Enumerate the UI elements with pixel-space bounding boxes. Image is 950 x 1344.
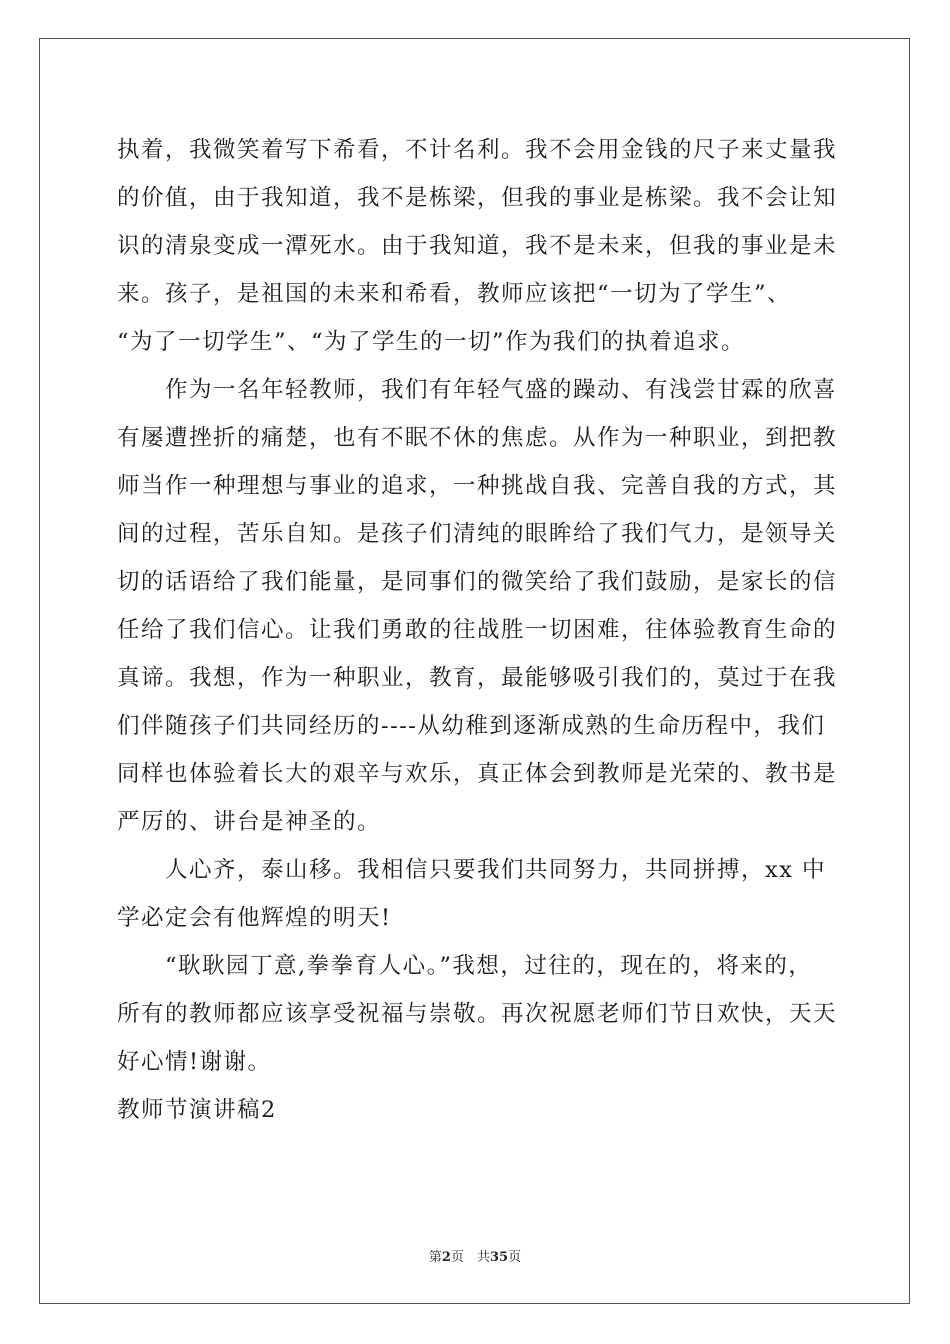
text-line: 间的过程，苦乐自知。是孩子们清纯的眼眸给了我们气力，是领导关 [117, 521, 838, 547]
text-line: 学必定会有他辉煌的明天! [117, 905, 392, 931]
text-line: 真谛。我想，作为一种职业，教育，最能够吸引我们的，莫过于在我 [117, 665, 838, 691]
text-line: “耿耿园丁意,拳拳育人心。”我想，过往的，现在的，将来的， [117, 953, 813, 979]
text-line: 来。孩子，是祖国的未来和希看，教师应该把“一切为了学生”、 [117, 281, 792, 307]
current-page-number: 2 [441, 1250, 451, 1265]
total-pages-number: 35 [489, 1250, 509, 1265]
footer-prefix: 第 [428, 1250, 442, 1265]
text-line: 执着，我微笑着写下希看，不计名利。我不会用金钱的尺子来丈量我 [117, 137, 838, 163]
text-line: 作为一名年轻教师，我们有年轻气盛的躁动、有浅尝甘霖的欣喜 [117, 377, 838, 403]
footer-total-suffix: 页 [508, 1250, 522, 1265]
document-body [117, 126, 837, 1134]
footer-page-suffix: 页 共 [450, 1250, 490, 1265]
page-footer [0, 1246, 950, 1265]
text-line: 们伴随孩子们共同经历的----从幼稚到逐渐成熟的生命历程中，我们 [117, 713, 826, 739]
text-line: 所有的教师都应该享受祝福与崇敬。再次祝愿老师们节日欢快，天天 [117, 1001, 838, 1027]
text-line: 任给了我们信心。让我们勇敢的往战胜一切困难，往体验教育生命的 [117, 617, 838, 643]
text-line: 师当作一种理想与事业的追求，一种挑战自我、完善自我的方式，其 [117, 473, 838, 499]
text-line: “为了一切学生”、“为了学生的一切”作为我们的执着追求。 [117, 329, 746, 355]
section-heading: 教师节演讲稿2 [117, 1097, 277, 1123]
text-line: 有屡遭挫折的痛楚，也有不眠不休的焦虑。从作为一种职业，到把教 [117, 425, 838, 451]
text-line: 人心齐，泰山移。我相信只要我们共同努力，共同拼搏，xx 中 [117, 857, 827, 883]
text-line: 切的话语给了我们能量，是同事们的微笑给了我们鼓励，是家长的信 [117, 569, 838, 595]
text-line: 的价值，由于我知道，我不是栋梁，但我的事业是栋梁。我不会让知 [117, 185, 838, 211]
text-line: 严厉的、讲台是神圣的。 [117, 809, 382, 835]
text-line: 识的清泉变成一潭死水。由于我知道，我不是未来，但我的事业是未 [117, 233, 838, 259]
text-line: 同样也体验着长大的艰辛与欢乐，真正体会到教师是光荣的、教书是 [117, 761, 838, 787]
text-line: 好心情!谢谢。 [117, 1049, 272, 1075]
